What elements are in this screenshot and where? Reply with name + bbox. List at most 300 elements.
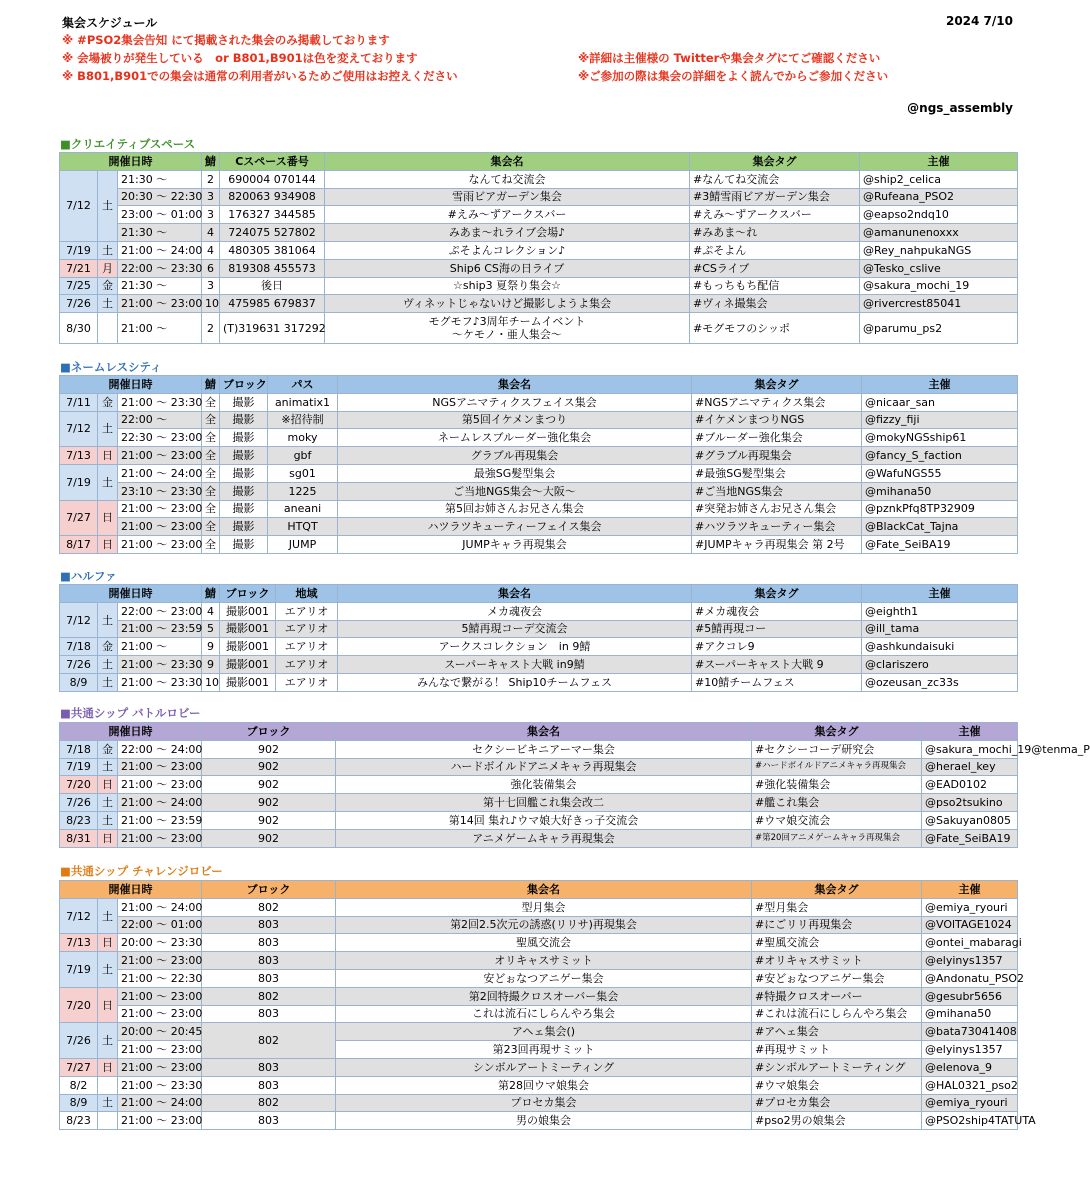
- event-tag: #ブルーダー強化集会: [692, 429, 862, 447]
- event-tag: #にごリリ再現集会: [752, 916, 922, 934]
- event-name: シンボルアートミーティング: [336, 1058, 752, 1076]
- event-weekday: 日: [98, 776, 118, 794]
- table-row: [60, 916, 1018, 934]
- event-host: @amanunenoxxx: [860, 224, 1018, 242]
- event-time: 21:00 ～ 23:00: [118, 987, 202, 1005]
- table-row: [60, 638, 1018, 656]
- event-time: 21:30 ～: [118, 170, 202, 188]
- event-weekday: 土: [98, 411, 118, 447]
- space-number: 後日: [220, 277, 325, 295]
- event-time: 21:00 ～ 23:00: [118, 776, 202, 794]
- event-time: 21:00 ～ 23:00: [118, 536, 202, 554]
- section-label-creative: ■クリエイティブスペース: [60, 137, 196, 151]
- column-header: 集会タグ: [692, 376, 862, 394]
- block-name: 撮影: [220, 500, 268, 518]
- event-weekday: 土: [98, 1094, 118, 1112]
- event-host: @sakura_mochi_19: [860, 277, 1018, 295]
- event-time: 21:00 ～ 23:00: [118, 1112, 202, 1130]
- event-host: @pso2tsukino: [922, 794, 1018, 812]
- event-time: 21:00 ～ 24:00: [118, 1094, 202, 1112]
- event-date: 8/23: [60, 811, 98, 829]
- server-number: 全: [202, 500, 220, 518]
- block-name: 撮影001: [220, 656, 276, 674]
- event-host: @Rufeana_PSO2: [860, 188, 1018, 206]
- nameless-table: [59, 375, 1018, 554]
- event-name: NGSアニマティクスフェイス集会: [338, 393, 692, 411]
- event-name: プロセカ集会: [336, 1094, 752, 1112]
- server-number: 3: [202, 277, 220, 295]
- event-name: Ship6 CS海の日ライブ: [325, 259, 690, 277]
- table-row: [60, 602, 1018, 620]
- room-password: 1225: [268, 482, 338, 500]
- event-name: 第14回 集れ♪ウマ娘大好きっ子交流会: [336, 811, 752, 829]
- table-row: [60, 206, 1018, 224]
- table-row: [60, 224, 1018, 242]
- event-date: 7/19: [60, 952, 98, 988]
- block-name: 撮影: [220, 411, 268, 429]
- table-row: [60, 758, 1018, 776]
- event-time: 21:00 ～ 24:00: [118, 794, 202, 812]
- column-header: 主催: [922, 881, 1018, 899]
- block-name: 802: [202, 987, 336, 1005]
- event-date: 7/18: [60, 740, 98, 758]
- event-name: 5鯖再現コーデ交流会: [338, 620, 692, 638]
- event-time: 21:00 ～ 24:00: [118, 464, 202, 482]
- event-date: 8/17: [60, 536, 98, 554]
- event-name: アークスコレクション in 9鯖: [338, 638, 692, 656]
- event-date: 7/21: [60, 259, 98, 277]
- event-name: セクシービキニアーマー集会: [336, 740, 752, 758]
- event-name: オリキャスサミット: [336, 952, 752, 970]
- event-tag: #突発お姉さんお兄さん集会: [692, 500, 862, 518]
- column-header: パス: [268, 376, 338, 394]
- event-name: ぷそよんコレクション♪: [325, 241, 690, 259]
- room-password: JUMP: [268, 536, 338, 554]
- event-tag: #なんてね交流会: [690, 170, 860, 188]
- event-name: グラブル再現集会: [338, 447, 692, 465]
- event-tag: #NGSアニマティクス集会: [692, 393, 862, 411]
- event-name: ご当地NGS集会～大阪～: [338, 482, 692, 500]
- event-time: 23:10 ～ 23:30: [118, 482, 202, 500]
- space-number: 480305 381064: [220, 241, 325, 259]
- event-date: 7/19: [60, 758, 98, 776]
- event-date: 7/27: [60, 500, 98, 536]
- event-host: @clariszero: [862, 656, 1018, 674]
- event-host: @Andonatu_PSO2: [922, 969, 1018, 987]
- event-tag: #ハードボイルドアニメキャラ再現集会: [752, 758, 922, 776]
- event-date: 7/25: [60, 277, 98, 295]
- event-date: 7/20: [60, 987, 98, 1023]
- column-header: 主催: [862, 585, 1018, 603]
- event-name: メカ魂夜会: [338, 602, 692, 620]
- table-row: [60, 1094, 1018, 1112]
- event-tag: #ぷそよん: [690, 241, 860, 259]
- block-name: 803: [202, 1076, 336, 1094]
- server-number: 全: [202, 447, 220, 465]
- event-tag: #10鯖チームフェス: [692, 673, 862, 691]
- event-time: 20:00 ～ 23:30: [118, 934, 202, 952]
- event-host: @ashkundaisuki: [862, 638, 1018, 656]
- event-tag: #スーパーキャスト大戦 9: [692, 656, 862, 674]
- area-name: エアリオ: [276, 638, 338, 656]
- block-name: 撮影001: [220, 673, 276, 691]
- event-host: @ship2_celica: [860, 170, 1018, 188]
- event-time: 21:00 ～ 23:00: [118, 758, 202, 776]
- event-host: @Fate_SeiBA19: [922, 829, 1018, 847]
- event-name: 第2回2.5次元の誘惑(リリサ)再現集会: [336, 916, 752, 934]
- event-tag: #安どぉなつアニゲー集会: [752, 969, 922, 987]
- event-time: 21:00 ～ 23:59: [118, 811, 202, 829]
- block-name: 撮影: [220, 536, 268, 554]
- event-host: @elyinys1357: [922, 952, 1018, 970]
- event-weekday: 土: [98, 295, 118, 313]
- event-host: @emiya_ryouri: [922, 898, 1018, 916]
- column-header: 集会名: [338, 585, 692, 603]
- event-date: 7/11: [60, 393, 98, 411]
- event-weekday: 土: [98, 241, 118, 259]
- block-name: 803: [202, 934, 336, 952]
- event-name: 最強SG髪型集会: [338, 464, 692, 482]
- event-host: @mihana50: [862, 482, 1018, 500]
- server-number: 3: [202, 206, 220, 224]
- event-weekday: 土: [98, 758, 118, 776]
- event-name: 男の娘集会: [336, 1112, 752, 1130]
- column-header: 主催: [862, 376, 1018, 394]
- event-tag: #第20回アニメゲームキャラ再現集会: [752, 829, 922, 847]
- event-weekday: 土: [98, 464, 118, 500]
- column-header: 集会名: [325, 153, 690, 171]
- block-name: 撮影: [220, 447, 268, 465]
- block-name: 撮影: [220, 393, 268, 411]
- event-time: 21:00 ～: [118, 313, 202, 344]
- table-row: [60, 1112, 1018, 1130]
- block-name: 802: [202, 1094, 336, 1112]
- event-tag: #最強SG髪型集会: [692, 464, 862, 482]
- event-tag: #オリキャスサミット: [752, 952, 922, 970]
- event-name-line-1: モグモフ♪3周年チームイベント: [428, 315, 586, 329]
- table-row: [60, 1005, 1018, 1023]
- table-row: [60, 829, 1018, 847]
- event-weekday: 日: [98, 829, 118, 847]
- server-number: 4: [202, 241, 220, 259]
- event-time: 21:00 ～ 23:00: [118, 952, 202, 970]
- table-row: [60, 518, 1018, 536]
- event-name: ハードボイルドアニメキャラ再現集会: [336, 758, 752, 776]
- event-tag: #艦これ集会: [752, 794, 922, 812]
- event-date: 7/26: [60, 1023, 98, 1059]
- column-header: 集会名: [338, 376, 692, 394]
- table-header-row: [60, 723, 1018, 741]
- event-tag: #イケメンまつりNGS: [692, 411, 862, 429]
- room-password: moky: [268, 429, 338, 447]
- server-number: 4: [202, 602, 220, 620]
- column-header: 集会タグ: [752, 881, 922, 899]
- event-weekday: 土: [98, 1023, 118, 1059]
- event-date: 7/13: [60, 447, 98, 465]
- event-host: @emiya_ryouri: [922, 1094, 1018, 1112]
- server-number: 全: [202, 393, 220, 411]
- event-host: @fizzy_fiji: [862, 411, 1018, 429]
- event-name: なんてね交流会: [325, 170, 690, 188]
- event-name: ヴィネットじゃないけど撮影しようよ集会: [325, 295, 690, 313]
- event-name: アニメゲームキャラ再現集会: [336, 829, 752, 847]
- event-tag: #もっちもち配信: [690, 277, 860, 295]
- event-tag: #シンボルアートミーティング: [752, 1058, 922, 1076]
- column-header: 集会タグ: [692, 585, 862, 603]
- server-number: 6: [202, 259, 220, 277]
- event-time: 21:00 ～ 23:30: [118, 673, 202, 691]
- event-tag: #アクコレ9: [692, 638, 862, 656]
- event-time: 21:00 ～ 24:00: [118, 898, 202, 916]
- event-tag: #ウマ娘交流会: [752, 811, 922, 829]
- event-time: 21:30 ～: [118, 277, 202, 295]
- event-tag: #聖風交流会: [752, 934, 922, 952]
- table-row: [60, 536, 1018, 554]
- column-header: Cスペース番号: [220, 153, 325, 171]
- column-header: 主催: [860, 153, 1018, 171]
- event-date: 7/26: [60, 794, 98, 812]
- event-name: 第5回お姉さんお兄さん集会: [338, 500, 692, 518]
- column-header: 鯖: [202, 153, 220, 171]
- room-password: ※招待制: [268, 411, 338, 429]
- event-host: @mihana50: [922, 1005, 1018, 1023]
- table-row: [60, 898, 1018, 916]
- block-name: 902: [202, 811, 336, 829]
- section-label-challenge: ■共通シップ チャレンジロビー: [60, 864, 223, 878]
- event-time: 21:00 ～ 23:00: [118, 295, 202, 313]
- server-number: 2: [202, 170, 220, 188]
- event-time: 21:00 ～ 23:00: [118, 1058, 202, 1076]
- creative-table: [59, 152, 1018, 344]
- block-name: 803: [202, 969, 336, 987]
- area-name: エアリオ: [276, 656, 338, 674]
- event-date: 7/13: [60, 934, 98, 952]
- event-time: 20:30 ～ 22:30: [118, 188, 202, 206]
- event-name: これは流石にしらんやろ集会: [336, 1005, 752, 1023]
- server-number: 5: [202, 620, 220, 638]
- room-password: gbf: [268, 447, 338, 465]
- event-name: ネームレスブルーダー強化集会: [338, 429, 692, 447]
- note-right-1: ※詳細は主催様の Twitterや集会タグにてご確認ください: [578, 51, 881, 65]
- table-row: [60, 277, 1018, 295]
- event-time: 22:00 ～ 23:00: [118, 602, 202, 620]
- event-time: 21:00 ～ 24:00: [118, 241, 202, 259]
- event-tag: #特撮クロスオーバー: [752, 987, 922, 1005]
- event-name: 第2回特撮クロスオーバー集会: [336, 987, 752, 1005]
- event-time: 21:00 ～ 23:00: [118, 500, 202, 518]
- event-time: 21:00 ～ 23:30: [118, 393, 202, 411]
- event-host: @Fate_SeiBA19: [862, 536, 1018, 554]
- event-weekday: 日: [98, 934, 118, 952]
- table-row: [60, 934, 1018, 952]
- table-row: [60, 259, 1018, 277]
- event-time: 21:00 ～ 23:00: [118, 447, 202, 465]
- server-number: 全: [202, 518, 220, 536]
- event-tag: #pso2男の娘集会: [752, 1112, 922, 1130]
- note-line-3: ※ B801,B901での集会は通常の利用者がいるためご使用はお控えください: [62, 69, 458, 83]
- event-name: アヘェ集会(): [336, 1023, 752, 1041]
- event-host: @Sakuyan0805: [922, 811, 1018, 829]
- event-host: @bata73041408: [922, 1023, 1018, 1041]
- table-row: [60, 500, 1018, 518]
- server-number: 全: [202, 411, 220, 429]
- block-name: 撮影001: [220, 620, 276, 638]
- event-name: #えみ～ずアークスバー: [325, 206, 690, 224]
- column-header: 地域: [276, 585, 338, 603]
- block-name: 802: [202, 898, 336, 916]
- event-name: ☆ship3 夏祭り集会☆: [325, 277, 690, 295]
- block-name: 撮影001: [220, 602, 276, 620]
- event-tag: #プロセカ集会: [752, 1094, 922, 1112]
- event-weekday: 土: [98, 898, 118, 934]
- event-tag: #ヴィネ撮集会: [690, 295, 860, 313]
- block-name: 802: [202, 1023, 336, 1059]
- block-name: 撮影: [220, 464, 268, 482]
- table-row: [60, 656, 1018, 674]
- event-host: @eapso2ndq10: [860, 206, 1018, 224]
- block-name: 902: [202, 794, 336, 812]
- server-number: 全: [202, 429, 220, 447]
- event-name: みあま～れライブ会場♪: [325, 224, 690, 242]
- event-time: 21:00 ～ 22:30: [118, 969, 202, 987]
- event-time: 23:00 ～ 01:00: [118, 206, 202, 224]
- twitter-handle[interactable]: @ngs_assembly: [907, 101, 1013, 115]
- event-host: @mokyNGSship61: [862, 429, 1018, 447]
- area-name: エアリオ: [276, 602, 338, 620]
- event-tag: #JUMPキャラ再現集会 第 2号: [692, 536, 862, 554]
- section-label-halfa: ■ハルファ: [60, 569, 117, 583]
- event-host: @Rey_nahpukaNGS: [860, 241, 1018, 259]
- column-header: ブロック: [202, 881, 336, 899]
- event-weekday: 土: [98, 656, 118, 674]
- challenge-table: [59, 880, 1036, 1130]
- event-time: 21:00 ～ 23:59: [118, 620, 202, 638]
- table-row: [60, 987, 1018, 1005]
- event-name: みんなで繋がる！ Ship10チームフェス: [338, 673, 692, 691]
- table-row: [60, 170, 1018, 188]
- event-time: 21:00 ～ 23:00: [118, 829, 202, 847]
- event-weekday: [98, 1076, 118, 1094]
- event-name: 型月集会: [336, 898, 752, 916]
- event-tag: #メカ魂夜会: [692, 602, 862, 620]
- event-host: @rivercrest85041: [860, 295, 1018, 313]
- column-header: 開催日時: [60, 376, 202, 394]
- table-row: [60, 620, 1018, 638]
- event-date: 7/20: [60, 776, 98, 794]
- table-row: [60, 1023, 1018, 1041]
- event-weekday: 月: [98, 259, 118, 277]
- event-weekday: [98, 313, 118, 344]
- server-number: 全: [202, 536, 220, 554]
- event-name: ハツラツキューティーフェイス集会: [338, 518, 692, 536]
- table-header-row: [60, 585, 1018, 603]
- event-name-line-2: ～ケモノ・亜人集会～: [452, 328, 562, 342]
- room-password: sg01: [268, 464, 338, 482]
- table-row: [60, 776, 1018, 794]
- space-number: 176327 344585: [220, 206, 325, 224]
- block-name: 902: [202, 740, 336, 758]
- block-name: 902: [202, 829, 336, 847]
- block-name: 803: [202, 1112, 336, 1130]
- event-tag: #5鯖再現コー: [692, 620, 862, 638]
- halfa-table: [59, 584, 1018, 692]
- space-number: 475985 679837: [220, 295, 325, 313]
- column-header: 集会タグ: [752, 723, 922, 741]
- block-name: 803: [202, 1058, 336, 1076]
- space-number: 820063 934908: [220, 188, 325, 206]
- column-header: ブロック: [202, 723, 336, 741]
- block-name: 803: [202, 952, 336, 970]
- block-name: 902: [202, 758, 336, 776]
- event-weekday: 日: [98, 500, 118, 536]
- table-row: [60, 447, 1018, 465]
- server-number: 4: [202, 224, 220, 242]
- event-host: @PSO2ship4TATUTA: [922, 1112, 1018, 1130]
- table-row: [60, 673, 1018, 691]
- table-row: [60, 429, 1018, 447]
- event-tag: #えみ～ずアークスバー: [690, 206, 860, 224]
- schedule-date: 2024 7/10: [945, 14, 1013, 28]
- event-host: @elenova_9: [922, 1058, 1018, 1076]
- event-host: @ontei_mabaragi: [922, 934, 1018, 952]
- table-row: [60, 952, 1018, 970]
- block-name: 撮影: [220, 482, 268, 500]
- block-name: 803: [202, 1005, 336, 1023]
- event-date: 8/9: [60, 1094, 98, 1112]
- event-host: @Tesko_cslive: [860, 259, 1018, 277]
- event-name: 第23回再現サミット: [336, 1041, 752, 1059]
- table-row: [60, 464, 1018, 482]
- block-name: 902: [202, 776, 336, 794]
- event-host: @fancy_S_faction: [862, 447, 1018, 465]
- event-tag: #強化装備集会: [752, 776, 922, 794]
- event-tag: #再現サミット: [752, 1041, 922, 1059]
- table-row: [60, 188, 1018, 206]
- event-date: 8/9: [60, 673, 98, 691]
- event-date: 7/18: [60, 638, 98, 656]
- table-row: [60, 1058, 1018, 1076]
- area-name: エアリオ: [276, 620, 338, 638]
- server-number: 10: [202, 295, 220, 313]
- event-weekday: 日: [98, 447, 118, 465]
- space-number: 819308 455573: [220, 259, 325, 277]
- table-row: [60, 482, 1018, 500]
- event-host: @BlackCat_Tajna: [862, 518, 1018, 536]
- server-number: 10: [202, 673, 220, 691]
- event-name: [325, 313, 690, 344]
- table-row: [60, 740, 1018, 758]
- block-name: 撮影: [220, 429, 268, 447]
- event-date: 7/26: [60, 295, 98, 313]
- event-host: @parumu_ps2: [860, 313, 1018, 344]
- space-number: 724075 527802: [220, 224, 325, 242]
- event-date: 7/19: [60, 241, 98, 259]
- table-row: [60, 241, 1018, 259]
- table-row: [60, 295, 1018, 313]
- event-time: 21:00 ～ 23:30: [118, 656, 202, 674]
- column-header: 開催日時: [60, 881, 202, 899]
- event-weekday: 金: [98, 393, 118, 411]
- event-name: JUMPキャラ再現集会: [338, 536, 692, 554]
- event-host: @ill_tama: [862, 620, 1018, 638]
- column-header: 開催日時: [60, 153, 202, 171]
- column-header: 鯖: [202, 376, 220, 394]
- server-number: 9: [202, 656, 220, 674]
- event-name: 第十七回艦これ集会改二: [336, 794, 752, 812]
- block-name: 撮影: [220, 518, 268, 536]
- table-row: [60, 1076, 1018, 1094]
- event-host: @gesubr5656: [922, 987, 1018, 1005]
